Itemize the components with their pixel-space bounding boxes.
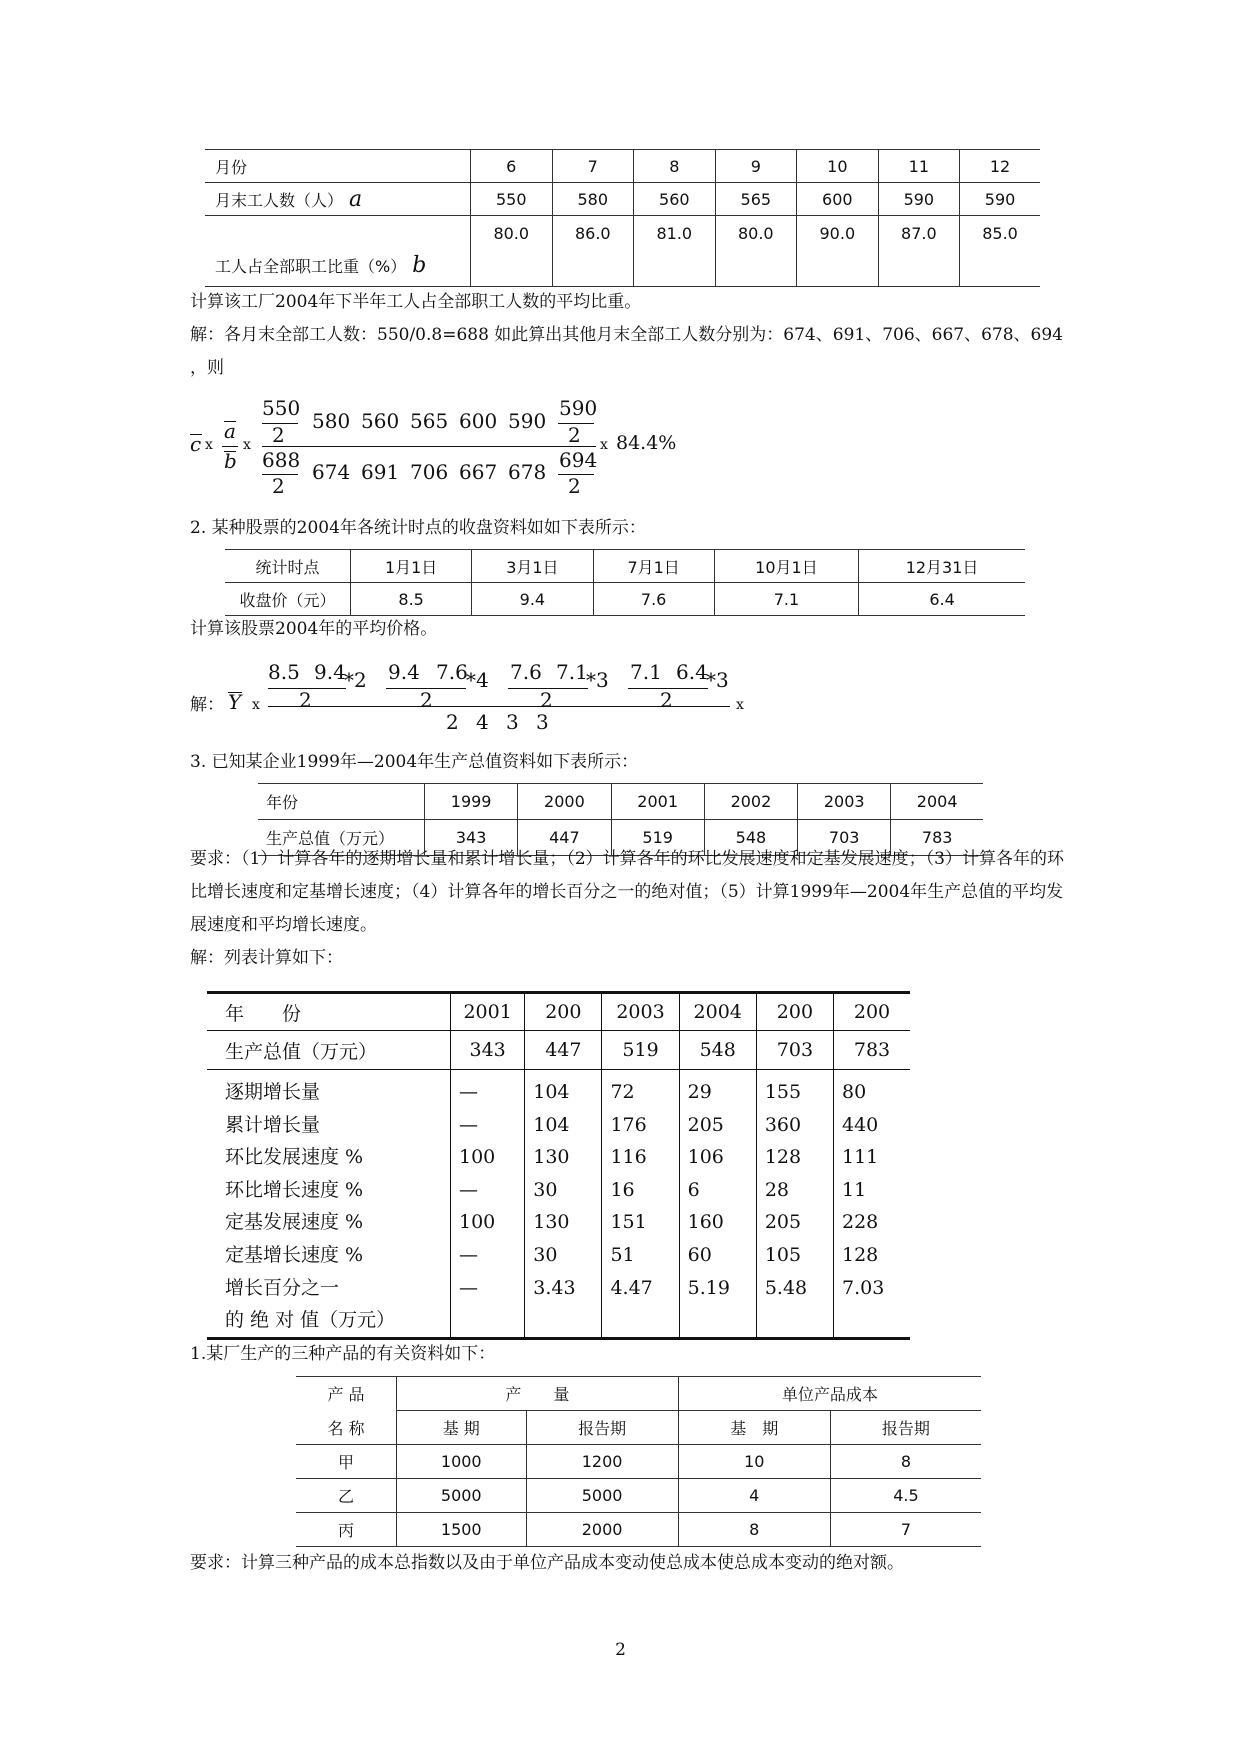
table-cell: 447 [518, 820, 611, 856]
table-cell: 11 [842, 1178, 867, 1201]
formula-number: 550 [262, 396, 301, 420]
question-3-requirements: 要求：（1）计算各年的逐期增长量和累计增长量；（2）计算各年的环比发展速度和定基发展速度；（3）计算各年的环比增长速度和定基增长速度；（4）计算各年的增长百分之一的绝对值；（5）计算1999年—2004年生产总值的平均发展速度和平均增长速度。 [190, 849, 1064, 935]
formula-number: 691 [361, 460, 400, 484]
value-column [525, 1070, 602, 1339]
table-cell: 10月1日 [714, 550, 858, 583]
formula-number: 706 [410, 460, 449, 484]
table-header-cell: 基 期 [397, 1411, 527, 1445]
table-cell: 2004 [891, 784, 983, 820]
table-cell: 6.4 [859, 583, 1025, 616]
table-cell: 560 [634, 183, 716, 216]
table-cell: 90.0 [797, 216, 879, 287]
formula-number: 4 [476, 710, 489, 734]
question-3-solution: 解：列表计算如下： [190, 948, 343, 968]
table-cell: 343 [425, 820, 518, 856]
table-cell: 128 [842, 1243, 879, 1266]
table-cell: 80.0 [715, 216, 797, 287]
table-cell: 5000 [397, 1479, 527, 1513]
table-cell: 30 [533, 1178, 558, 1201]
table-cell: 590 [960, 183, 1040, 216]
table-cell: 228 [842, 1211, 879, 1234]
formula-operator: ⅹ [205, 437, 213, 453]
value-column [679, 1070, 756, 1339]
formula-weight: *3 [706, 668, 729, 692]
formula-number: 565 [410, 409, 449, 433]
table-cell: 155 [764, 1081, 802, 1103]
overline [190, 434, 202, 435]
table-header-cell: 产 量 [397, 1377, 679, 1411]
table-cell: 130 [533, 1211, 570, 1234]
table-header-cell: 单位产品成本 [678, 1377, 981, 1411]
table-cell: 7 [830, 1513, 981, 1547]
table-cell: 105 [764, 1243, 802, 1266]
table-cell: 151 [610, 1211, 647, 1234]
question-2-text: 2. 某种股票的2004年各统计时点的收盘资料如如下表所示： [190, 518, 646, 538]
row-label: 环比增长速度 % [225, 1178, 364, 1201]
table-cell: 60 [687, 1243, 712, 1266]
table-cell: 年份 [258, 784, 425, 820]
table-cell: 2003 [798, 784, 891, 820]
indicator-labels [207, 1070, 451, 1339]
row-label: 增长百分之一 [225, 1276, 340, 1299]
formula-number: 3 [536, 710, 549, 734]
table-cell: 447 [525, 1031, 602, 1070]
table-cell: 600 [797, 183, 879, 216]
table-cell: 8 [830, 1445, 981, 1479]
table-cell: 7.03 [842, 1276, 885, 1299]
formula-number: 8.5 [268, 660, 300, 684]
formula-number: 688 [262, 448, 301, 472]
worker-ratio-table [205, 149, 1040, 287]
table-cell: 783 [891, 820, 983, 856]
formula-operator: ⅹ [252, 697, 260, 713]
table-cell: 月份 [205, 150, 471, 183]
table-row [225, 550, 1025, 583]
product-cost-table [296, 1376, 981, 1547]
table-cell: 128 [764, 1146, 802, 1169]
table-cell: 11 [878, 150, 960, 183]
row-label: 定基增长速度 % [225, 1243, 364, 1266]
table-cell: 590 [878, 183, 960, 216]
question-4-requirements: 要求：计算三种产品的成本总指数以及由于单位产品成本变动使总成本使总成本变动的绝对额。 [190, 1553, 904, 1573]
formula-number: 667 [459, 460, 498, 484]
formula-result: 84.4% [616, 432, 677, 454]
table-cell: 收盘价（元） [225, 583, 351, 616]
formula-number: 600 [459, 409, 498, 433]
table-cell: 8 [634, 150, 716, 183]
table-cell: 106 [687, 1146, 724, 1169]
table-cell: 87.0 [878, 216, 960, 287]
formula-number: 2 [568, 423, 581, 447]
formula-operator: ⅹ [600, 437, 608, 453]
table-cell: 1500 [397, 1513, 527, 1547]
table-cell: 甲 [296, 1445, 397, 1479]
table-cell: 7 [552, 150, 634, 183]
formula-number: 590 [559, 396, 598, 420]
table-cell: 1月1日 [351, 550, 472, 583]
row-label: 定基发展速度 % [225, 1211, 364, 1234]
table-cell: 3月1日 [472, 550, 593, 583]
row-label: 工人占全部职工比重（%） [215, 257, 407, 276]
table-row [296, 1445, 981, 1479]
table-cell: 7月1日 [593, 550, 714, 583]
table-cell: 703 [756, 1031, 833, 1070]
stock-price-table [225, 549, 1025, 616]
table-cell: 乙 [296, 1479, 397, 1513]
growth-calculation-table [207, 991, 910, 1340]
table-cell [205, 216, 471, 287]
formula-number: 9.4 [314, 660, 346, 684]
table-cell: 30 [533, 1243, 558, 1266]
value-column [834, 1070, 911, 1339]
table-cell: 2000 [518, 784, 611, 820]
formula-number: 3 [506, 710, 519, 734]
question-4-text: 1.某厂生产的三种产品的有关资料如下： [190, 1344, 496, 1364]
fraction-bar [222, 446, 238, 447]
table-cell: 1000 [397, 1445, 527, 1479]
table-cell: 205 [687, 1113, 724, 1136]
row-label: 的 绝 对 值（万元） [225, 1309, 396, 1332]
formula-symbol: a [224, 419, 236, 443]
table-cell: 9 [715, 150, 797, 183]
table-header-cell: 报告期 [526, 1411, 678, 1445]
row-label: 逐期增长量 [225, 1081, 321, 1103]
table-cell [205, 183, 471, 216]
page-number: 2 [615, 1640, 626, 1660]
table-cell: 550 [471, 183, 553, 216]
table-row [205, 216, 1040, 287]
formula-number: 560 [361, 409, 400, 433]
table-cell: 85.0 [960, 216, 1040, 287]
table-cell: 176 [610, 1113, 647, 1136]
table-header-cell: 报告期 [830, 1411, 981, 1445]
table-cell: 783 [834, 1031, 911, 1070]
formula-weight: *4 [466, 668, 489, 692]
table-cell: 111 [842, 1146, 879, 1169]
table-row [207, 1031, 910, 1070]
table-cell: 360 [764, 1113, 802, 1136]
table-cell: — [459, 1081, 478, 1103]
formula-number: 9.4 [388, 660, 420, 684]
table-cell: 440 [842, 1113, 879, 1136]
value-column [756, 1070, 833, 1339]
table-cell: 1999 [425, 784, 518, 820]
table-header-cell: 基 期 [678, 1411, 830, 1445]
table-cell: 5000 [526, 1479, 678, 1513]
formula-number: 2 [568, 474, 581, 498]
table-cell: 4.5 [830, 1479, 981, 1513]
table-cell: 统计时点 [225, 550, 351, 583]
table-cell: 生产总值（万元） [258, 820, 425, 856]
formula-operator: ⅹ [243, 437, 251, 453]
table-row [205, 183, 1040, 216]
formula-number: 2 [420, 688, 433, 712]
table-cell: — [459, 1178, 478, 1201]
table-cell: 7.6 [593, 583, 714, 616]
formula-symbol: c [190, 432, 202, 456]
overline [224, 421, 236, 422]
formula-number: 7.6 [436, 660, 468, 684]
overline [228, 692, 242, 693]
formula-operator: ⅹ [736, 697, 744, 713]
table-cell: 565 [715, 183, 797, 216]
table-cell: 8.5 [351, 583, 472, 616]
table-cell: 80 [842, 1081, 867, 1103]
table-cell: 丙 [296, 1513, 397, 1547]
table-cell: 160 [687, 1211, 724, 1234]
table-cell: 4.47 [610, 1276, 653, 1299]
table-cell: 100 [459, 1211, 496, 1234]
formula-number: 590 [508, 409, 547, 433]
question-1-solution: 解：各月末全部工人数：550/0.8=688 如此算出其他月末全部工人数分别为：674、691、706、667、678、694 ，则 [190, 325, 1063, 378]
row-label: 环比发展速度 % [225, 1146, 364, 1169]
variable-b: b [412, 253, 427, 278]
table-cell: 519 [611, 820, 704, 856]
overline [224, 451, 236, 452]
row-label: 累计增长量 [225, 1113, 321, 1136]
table-header-cell: 2003 [602, 993, 679, 1031]
table-cell: 6 [471, 150, 553, 183]
table-cell: 2000 [526, 1513, 678, 1547]
table-cell: 5.48 [764, 1276, 808, 1299]
formula-number: 2 [299, 688, 312, 712]
table-cell: 104 [533, 1113, 570, 1136]
table-cell: 343 [451, 1031, 525, 1070]
formula-number: 678 [508, 460, 547, 484]
table-cell: 10 [797, 150, 879, 183]
table-cell: 3.43 [533, 1276, 576, 1299]
table-cell: 86.0 [552, 216, 634, 287]
main-fraction-bar [262, 446, 596, 447]
question-2-task: 计算该股票2004年的平均价格。 [190, 619, 438, 639]
formula-number: 7.1 [630, 660, 662, 684]
table-cell: 116 [610, 1146, 647, 1169]
table-header-cell: 200 [834, 993, 911, 1031]
table-header-row [296, 1377, 981, 1411]
table-cell: 8 [678, 1513, 830, 1547]
table-header-cell: 产 品 [296, 1377, 397, 1411]
table-cell: 7.1 [714, 583, 858, 616]
table-cell: 5.19 [687, 1276, 730, 1299]
table-cell: — [459, 1243, 478, 1266]
variable-a: a [349, 186, 363, 212]
empty-cell [459, 1304, 524, 1337]
table-cell: 548 [704, 820, 797, 856]
formula-number: 2 [272, 423, 285, 447]
table-cell: 51 [610, 1243, 635, 1266]
row-label: 月末工人数（人） [215, 190, 344, 210]
table-cell: 104 [533, 1081, 570, 1103]
table-row [296, 1513, 981, 1547]
table-cell: 519 [602, 1031, 679, 1070]
formula-number: 694 [559, 448, 598, 472]
table-cell: 100 [459, 1146, 496, 1169]
table-cell: — [459, 1113, 478, 1136]
table-header-cell: 年 份 [207, 993, 451, 1031]
table-cell: 205 [764, 1211, 802, 1234]
table-row [225, 583, 1025, 616]
question-3-text: 3. 已知某企业1999年—2004年生产总值资料如下表所示： [190, 752, 639, 772]
table-row [296, 1479, 981, 1513]
formula-weight: *2 [344, 668, 367, 692]
table-cell: 548 [679, 1031, 756, 1070]
question-1-text: 计算该工厂2004年下半年工人占全部职工人数的平均比重。 [190, 292, 642, 312]
table-cell: 4 [678, 1479, 830, 1513]
solution-prefix: 解： [190, 695, 224, 715]
table-cell: — [459, 1276, 478, 1299]
formula-number: 2 [272, 474, 285, 498]
table-cell: 2002 [704, 784, 797, 820]
table-row [205, 150, 1040, 183]
table-cell: 生产总值（万元） [207, 1031, 451, 1070]
table-cell: 2001 [611, 784, 704, 820]
formula-number: 6.4 [676, 660, 708, 684]
table-cell: 80.0 [471, 216, 553, 287]
table-cell: 16 [610, 1178, 635, 1201]
table-cell: 12月31日 [859, 550, 1025, 583]
formula-number: 7.6 [510, 660, 542, 684]
value-column [602, 1070, 679, 1339]
formula-number: 2 [540, 688, 553, 712]
table-cell: 72 [610, 1081, 635, 1103]
table-cell: 703 [798, 820, 891, 856]
table-header-cell: 2001 [451, 993, 525, 1031]
table-header-row [296, 1411, 981, 1445]
formula-number: 2 [660, 688, 673, 712]
table-cell: 130 [533, 1146, 570, 1169]
table-cell: 9.4 [472, 583, 593, 616]
formula-symbol: Y [228, 690, 242, 714]
table-header-row [207, 993, 910, 1031]
table-cell: 580 [552, 183, 634, 216]
formula-number: 7.1 [556, 660, 588, 684]
table-header-cell: 200 [756, 993, 833, 1031]
main-fraction-bar [268, 706, 730, 707]
value-column [451, 1070, 525, 1339]
formula-number: 580 [312, 409, 351, 433]
table-row [207, 1070, 910, 1339]
formula-number: 2 [446, 710, 459, 734]
table-cell: 81.0 [634, 216, 716, 287]
formula-number: 674 [312, 460, 351, 484]
formula-weight: *3 [586, 668, 609, 692]
table-header-cell: 名 称 [296, 1411, 397, 1445]
table-cell: 29 [687, 1081, 712, 1103]
table-cell: 10 [678, 1445, 830, 1479]
table-cell: 6 [687, 1178, 700, 1201]
table-header-cell: 200 [525, 993, 602, 1031]
table-header-cell: 2004 [679, 993, 756, 1031]
formula-symbol: b [224, 449, 237, 473]
table-cell: 28 [764, 1178, 789, 1201]
table-row [258, 784, 983, 820]
table-cell: 12 [960, 150, 1040, 183]
table-cell: 1200 [526, 1445, 678, 1479]
